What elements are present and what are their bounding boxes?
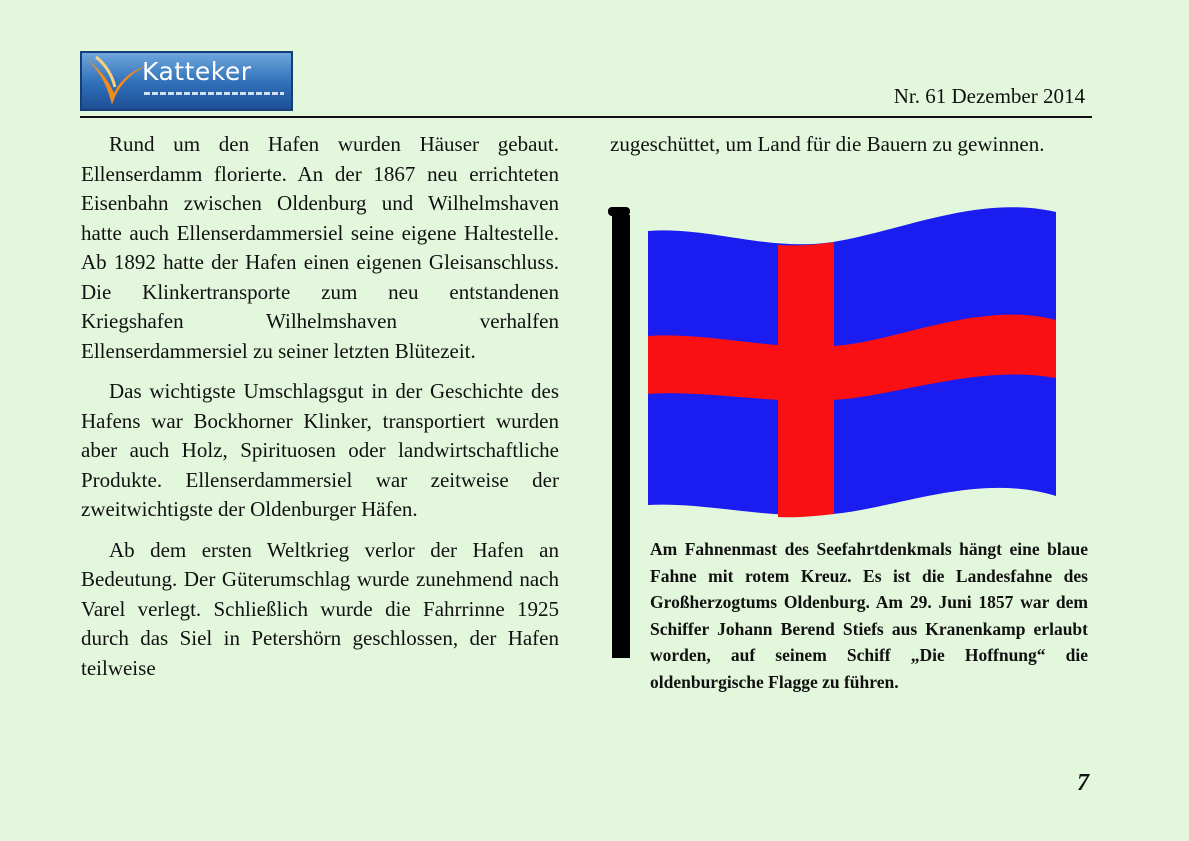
paragraph: Rund um den Hafen wurden Häuser gebaut. Ellenserdamm florierte. An der 1867 neu errichteten Eisenbahn zwischen Oldenburg und Wilhelmshaven hatte auch Ellenserdammersiel seine eigene Haltestelle. Ab 1892 hatte der Hafen einen eigenen Gleisanschluss. Die Klinkertransporte zum neu entstandenen Kriegshafen Wilhelmshaven verhalfen Ellenserdammersiel zu seiner letzten Blütezeit. — [81, 132, 559, 363]
issue-line: Nr. 61 Dezember 2014 — [893, 84, 1085, 108]
oldenburg-flag — [648, 200, 1060, 525]
logo-text: Katteker — [142, 57, 252, 86]
paragraph: Das wichtigste Umschlagsgut in der Geschichte des Hafens war Bockhorner Klinker, transportiert wurden aber auch Holz, Spirituosen oder landwirtschaftliche Produkte. Ellenserdammersiel war zeitweise der zweitwichtigste der Oldenburger Häfen. — [81, 379, 559, 521]
logo-tagline — [144, 92, 284, 95]
katteker-logo — [80, 51, 293, 111]
page-number: 7 — [1077, 770, 1089, 796]
flag-pole — [605, 205, 635, 660]
flag-caption: Am Fahnenmast des Seefahrtdenkmals hängt eine blaue Fahne mit rotem Kreuz. Es ist die Landesfahne des Großherzogtums Oldenburg. Am 29. Juni 1857 war dem Schiffer Johann Berend Stiefs aus Kranenkamp erlaubt worden, auf seinem Schiff „Die Hoffnung“ die oldenburgische Flagge zu führen. — [650, 539, 1088, 692]
article-column-right — [610, 130, 1088, 160]
header-rule — [80, 116, 1092, 118]
paragraph-continuation: zugeschüttet, um Land für die Bauern zu gewinnen. — [610, 132, 1045, 156]
paragraph: Ab dem ersten Weltkrieg verlor der Hafen an Bedeutung. Der Güterumschlag wurde zunehmend nach Varel verlegt. Schließlich wurde die Fahrrinne 1925 durch das Siel in Petershörn geschlossen, der Hafen teilweise — [81, 537, 559, 680]
article-column-left — [81, 130, 559, 683]
